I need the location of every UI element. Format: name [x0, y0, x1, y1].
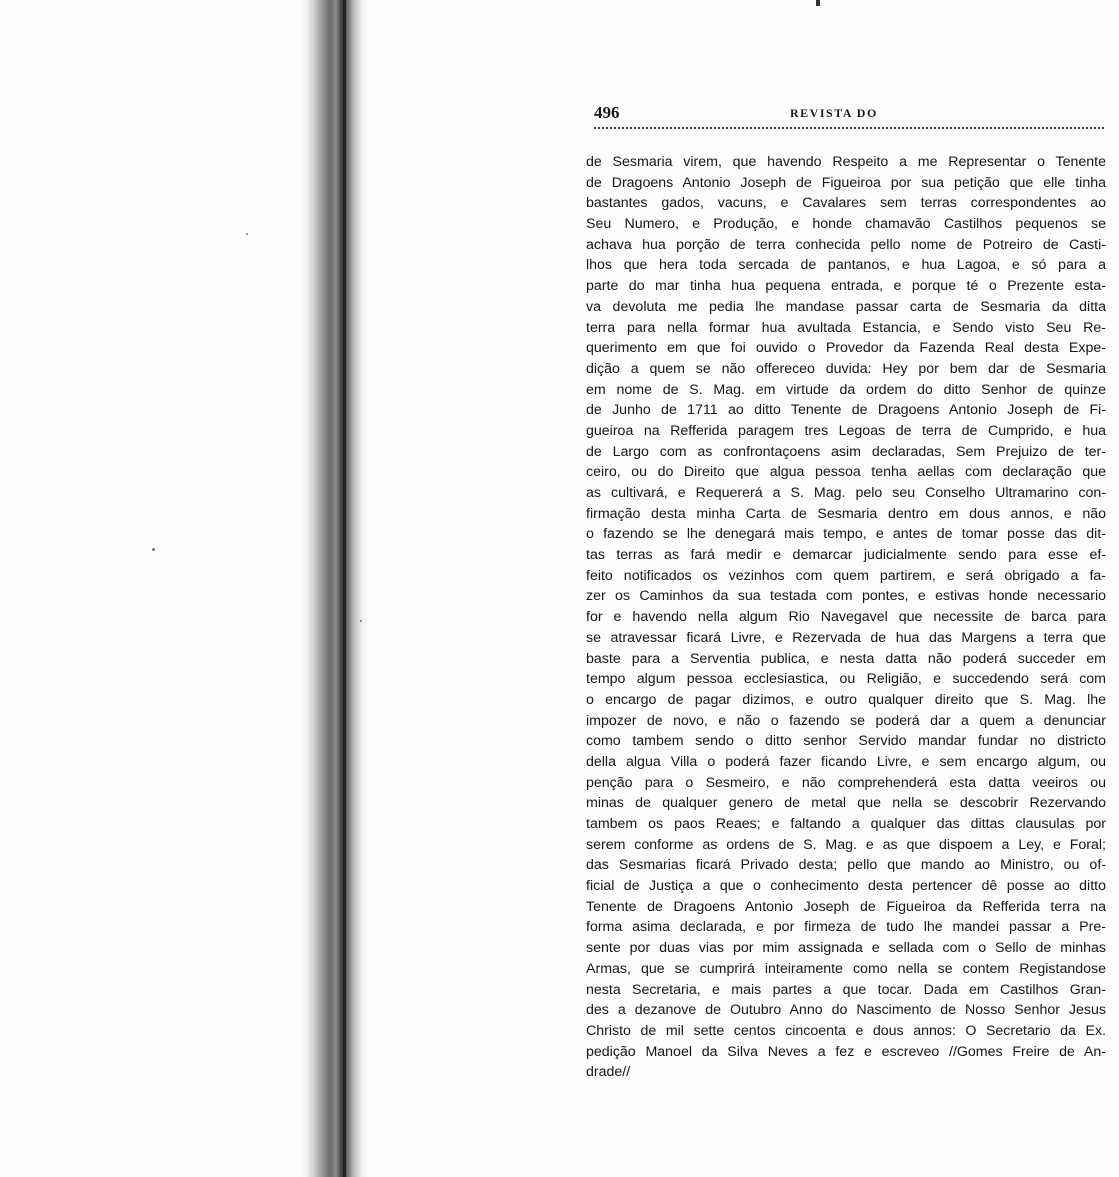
page-number: 496 — [594, 103, 620, 122]
text-line: Seu Numero, e Produção, e honde chamavão Castilhos pequenos se — [586, 216, 1106, 233]
binding-line — [343, 0, 346, 1177]
text-line: nesta Secretaria, e mais partes a que tocar. Dada em Castilhos Gran- — [586, 981, 1106, 998]
text-line: zer os Caminhos da sua testada com pontes, e estivas honde necessario — [586, 588, 1106, 605]
text-line: della algua Villa o poderá fazer ficando Livre, e sem encargo algum, ou — [586, 753, 1106, 770]
dust-speck — [152, 548, 155, 551]
text-line: pedição Manoel da Silva Neves a fez e escreveo //Gomes Freire de An- — [586, 1043, 1106, 1060]
text-line: tambem os paos Reaes; e faltando a qualquer das dittas clausulas por — [586, 816, 1106, 832]
text-line: querimento em que foi ouvido o Provedor da Fazenda Real desta Expe- — [586, 340, 1106, 357]
book-gutter-shadow — [300, 0, 370, 1177]
text-line: Christo de mil sette centos cincoenta e dous annos: O Secretario da Ex. — [586, 1022, 1106, 1039]
page-header — [594, 103, 1104, 125]
text-line: Armas, que se cumprirá inteiramente como nella se contem Registandose — [586, 960, 1106, 977]
ink-mark — [816, 0, 820, 6]
text-line: forma asima declarada, e por firmeza de tudo lhe mandei passar a Pre- — [586, 919, 1106, 936]
text-line: impozer de novo, e não o fazendo se poderá dar a quem a denunciar — [586, 712, 1106, 729]
text-line: terra para nella formar hua avultada Estancia, e Sendo visto Seu Re- — [586, 319, 1106, 336]
text-line: gueiroa na Refferida paragem tres Legoas de terra de Cumprido, e hua — [586, 422, 1106, 439]
text-line: va devoluta me pedia lhe mandase passar carta de Sesmaria da ditta — [586, 298, 1106, 315]
text-line: das Sesmarias ficará Privado desta; pello que mando ao Ministro, ou of- — [586, 857, 1106, 874]
text-line: o encargo de pagar dizimos, e outro qualquer direito que S. Mag. lhe — [586, 691, 1106, 708]
text-line: o fazendo se lhe denegará mais tempo, e antes de tomar posse das dit- — [586, 526, 1106, 543]
text-line: de Sesmaria virem, que havendo Respeito a me Representar o Tenente — [586, 154, 1106, 170]
text-line: parte do mar tinha hua pequena entrada, e porque té o Prezente esta- — [586, 278, 1106, 295]
text-line: for e havendo nella algum Rio Navegavel que necessite de barca para — [586, 609, 1106, 626]
text-line: penção para o Sesmeiro, e não comprehenderá esta datta veeiros ou — [586, 774, 1106, 791]
running-head: REVISTA DO — [790, 106, 878, 120]
text-line: achava hua porção de terra conhecida pello nome de Potreiro de Casti- — [586, 236, 1106, 253]
text-line: tas terras as fará medir e demarcar judicialmente sendo para esse ef- — [586, 547, 1106, 564]
text-line: as cultivará, e Requererá a S. Mag. pelo seu Conselho Ultramarino con- — [586, 485, 1106, 501]
text-line: de Largo com as confrontaçoens asim declaradas, Sem Prejuizo de ter- — [586, 443, 1106, 460]
text-line: serem conforme as ordens de S. Mag. e as que dispoem a Ley, e Foral; — [586, 836, 1106, 853]
text-line: feito notificados os vezinhos com quem partirem, e será obrigado a fa- — [586, 567, 1106, 584]
body-text — [586, 152, 1106, 1083]
text-line: tempo algum pessoa ecclesiastica, ou Religião, e succedendo será com — [586, 671, 1106, 688]
text-line: como tambem sendo o ditto senhor Servido mandar fundar no districto — [586, 733, 1106, 750]
text-line: bastantes gados, vacuns, e Cavalares sem terras correspondentes ao — [586, 195, 1106, 212]
text-line: ceiro, ou do Direito que algua pessoa tenha aellas com declaração que — [586, 464, 1106, 481]
text-line: sente por duas vias por mim assignada e sellada com o Sello de minhas — [586, 940, 1106, 957]
text-line: ficial de Justiça a que o conhecimento desta pertencer dê posse ao ditto — [586, 878, 1106, 895]
text-line: de Dragoens Antonio Joseph de Figueiroa por sua petição que elle tinha — [586, 174, 1106, 191]
text-line: dição a quem se não offereceo duvida: Hey por bem dar de Sesmaria — [586, 360, 1106, 377]
dust-speck — [246, 233, 248, 235]
text-line: des a dezanove de Outubro Anno do Nascimento de Nosso Senhor Jesus — [586, 1002, 1106, 1019]
header-rule — [594, 127, 1104, 129]
dust-speck — [360, 620, 362, 622]
text-line: em nome de S. Mag. em virtude da ordem do ditto Senhor de quinze — [586, 381, 1106, 398]
text-line: se atravessar ficará Livre, e Rezervada de hua das Margens a terra que — [586, 629, 1106, 646]
text-line: minas de qualquer genero de metal que nella se descobrir Rezervando — [586, 795, 1106, 812]
text-line: lhos que hera toda sercada de pantanos, e hua Lagoa, e só para a — [586, 257, 1106, 274]
text-line: firmação desta minha Carta de Sesmaria dentro em dous annos, e não — [586, 505, 1106, 522]
text-line: drade// — [586, 1064, 631, 1081]
text-line: de Junho de 1711 ao ditto Tenente de Dragoens Antonio Joseph de Fi- — [586, 402, 1106, 419]
text-line: Tenente de Dragoens Antonio Joseph de Figueiroa da Refferida terra na — [586, 898, 1106, 915]
text-line: baste para a Serventia publica, e nesta datta não poderá succeder em — [586, 650, 1106, 667]
